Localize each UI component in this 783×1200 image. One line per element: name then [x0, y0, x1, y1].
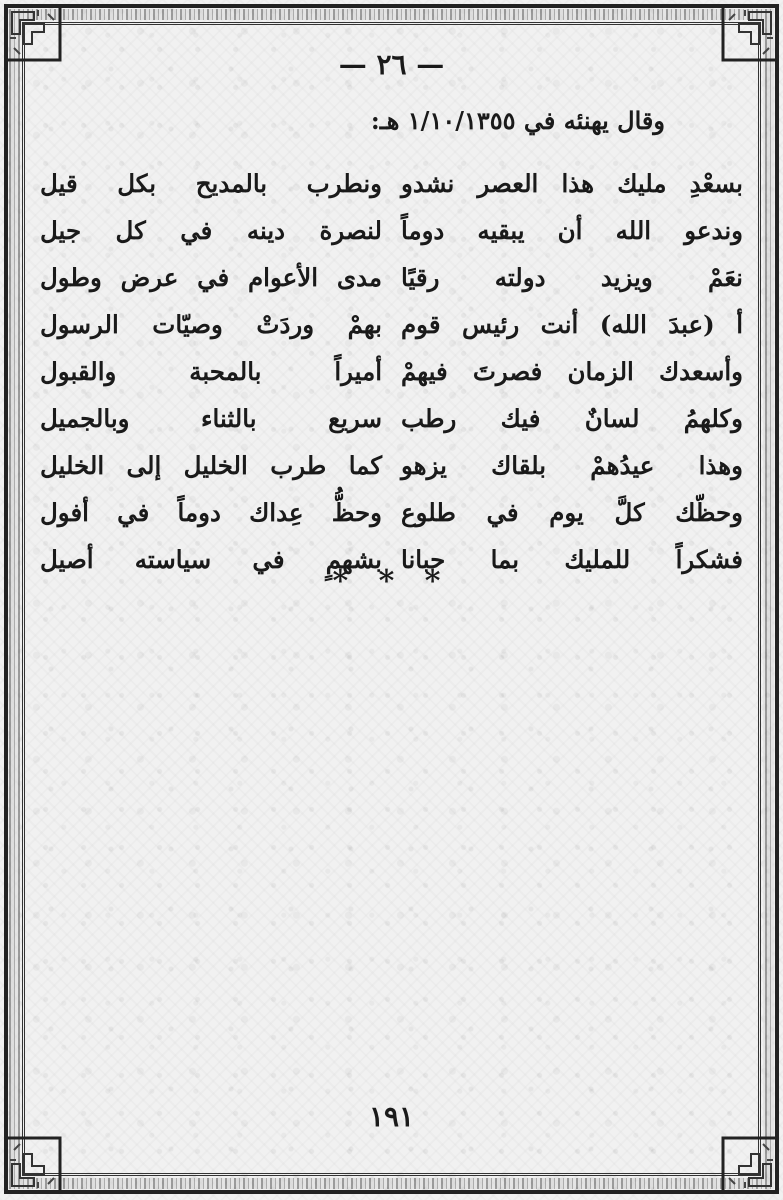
corner-ornament-icon: [4, 1136, 62, 1194]
verse-second-hemistich: سريع بالثناء وبالجميل: [40, 404, 382, 433]
verse-second-hemistich: لنصرة دينه في كل جيل: [40, 216, 382, 245]
verse-first-hemistich: وندعو الله أن يبقيه دوماً: [401, 216, 743, 245]
verse-row: [40, 489, 743, 536]
verse-row: [40, 301, 743, 348]
verse-row: [40, 442, 743, 489]
verse-row: [40, 254, 743, 301]
verse-first-hemistich: أ (عبدَ الله) أنت رئيس قوم: [401, 310, 743, 339]
verse-row: [40, 395, 743, 442]
verse-first-hemistich: وأسعدك الزمان فصرتَ فيهمْ: [401, 357, 743, 386]
verse-second-hemistich: أميراً بالمحبة والقبول: [40, 357, 382, 386]
verse-second-hemistich: مدى الأعوام في عرض وطول: [40, 263, 382, 292]
verse-second-hemistich: وحظُّ عِداك دوماً في أفول: [40, 498, 382, 527]
verse-second-hemistich: بهمْ وردَتْ وصيّات الرسول: [40, 310, 382, 339]
verse-first-hemistich: وكلهمُ لسانٌ فيك رطب: [401, 404, 743, 433]
verse-first-hemistich: بسعْدِ مليك هذا العصر نشدو: [401, 169, 743, 198]
poem-introduction: وقال يهنئه في ١/١٠/١٣٥٥ هـ:: [370, 106, 665, 135]
verse-row: [40, 160, 743, 207]
verse-row: [40, 348, 743, 395]
poem-body: [40, 160, 743, 583]
verse-first-hemistich: نعَمْ ويزيد دولته رقيًا: [401, 263, 743, 292]
verse-first-hemistich: وهذا عيدُهمْ بلقاك يزهو: [401, 451, 743, 480]
section-separator: * * *: [332, 564, 451, 599]
corner-ornament-icon: [721, 1136, 779, 1194]
verse-first-hemistich: وحظّك كلَّ يوم في طلوع: [401, 498, 743, 527]
verse-second-hemistich: ونطرب بالمديح بكل قيل: [40, 169, 382, 198]
verse-first-hemistich: فشكراً للمليك بما حبانا: [401, 545, 743, 574]
verse-second-hemistich: كما طرب الخليل إلى الخليل: [40, 451, 382, 480]
verse-second-hemistich: بشهمٍ في سياسته أصيل: [40, 545, 382, 574]
page-number: ١٩١: [368, 1100, 415, 1133]
verse-row: [40, 207, 743, 254]
poem-number-heading: — ٢٦ —: [338, 48, 445, 81]
